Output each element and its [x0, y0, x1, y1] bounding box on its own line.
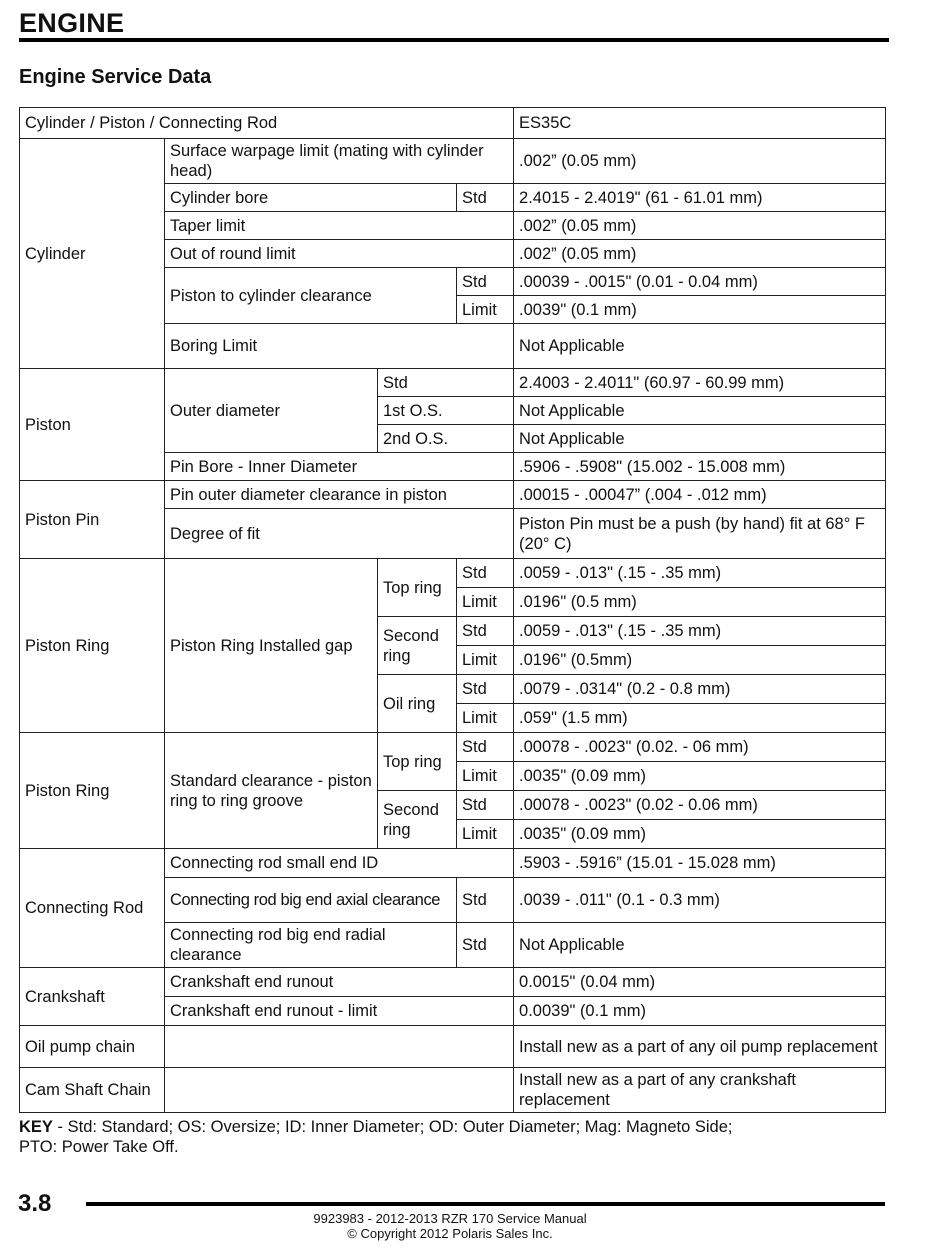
abbreviation-key — [19, 1117, 889, 1157]
spec-label: Cylinder bore — [165, 184, 457, 212]
table-row — [20, 139, 886, 184]
spec-qualifier: Std — [457, 268, 514, 296]
spec-value: 0.0015" (0.04 mm) — [514, 968, 886, 997]
spec-qualifier: Std — [457, 559, 514, 588]
empty-cell — [165, 1068, 514, 1113]
table-header-label: Cylinder / Piston / Connecting Rod — [20, 108, 514, 139]
spec-value: Install new as a part of any crankshaft replacement — [514, 1068, 886, 1113]
spec-value: .002” (0.05 mm) — [514, 212, 886, 240]
spec-qualifier: 2nd O.S. — [378, 425, 514, 453]
spec-value: .0035" (0.09 mm) — [514, 762, 886, 791]
ring-label: Top ring — [378, 559, 457, 617]
spec-value: .0196" (0.5 mm) — [514, 588, 886, 617]
table-row — [20, 559, 886, 588]
spec-value: .0079 - .0314" (0.2 - 0.8 mm) — [514, 675, 886, 704]
spec-value: Install new as a part of any oil pump replacement — [514, 1026, 886, 1068]
spec-label: Piston to cylinder clearance — [165, 268, 457, 324]
table-row — [20, 481, 886, 509]
spec-value: .5906 - .5908" (15.002 - 15.008 mm) — [514, 453, 886, 481]
spec-label: Outer diameter — [165, 369, 378, 453]
group-label-cam-shaft-chain: Cam Shaft Chain — [20, 1068, 165, 1113]
table-row — [20, 369, 886, 397]
spec-label: Crankshaft end runout — [165, 968, 514, 997]
section-divider — [19, 38, 889, 42]
spec-value: .00039 - .0015" (0.01 - 0.04 mm) — [514, 268, 886, 296]
manual-title: 9923983 - 2012-2013 RZR 170 Service Manual — [313, 1211, 587, 1226]
spec-value: Not Applicable — [514, 324, 886, 369]
spec-value: Not Applicable — [514, 425, 886, 453]
spec-qualifier: Std — [457, 675, 514, 704]
group-label-piston-ring: Piston Ring — [20, 733, 165, 849]
spec-value: .0039" (0.1 mm) — [514, 296, 886, 324]
spec-value: .00078 - .0023" (0.02 - 0.06 mm) — [514, 791, 886, 820]
engine-service-data-table — [19, 107, 886, 1113]
group-label-piston-pin: Piston Pin — [20, 481, 165, 559]
spec-value: .059" (1.5 mm) — [514, 704, 886, 733]
spec-label: Pin Bore - Inner Diameter — [165, 453, 514, 481]
spec-label: Connecting rod big end axial clearance — [165, 878, 457, 923]
spec-qualifier: Std — [457, 923, 514, 968]
spec-qualifier: Limit — [457, 588, 514, 617]
spec-value: .0035" (0.09 mm) — [514, 820, 886, 849]
ring-label: Second ring — [378, 791, 457, 849]
group-label-oil-pump-chain: Oil pump chain — [20, 1026, 165, 1068]
spec-value: Not Applicable — [514, 397, 886, 425]
spec-label: Out of round limit — [165, 240, 514, 268]
spec-value: 2.4003 - 2.4011" (60.97 - 60.99 mm) — [514, 369, 886, 397]
spec-value: .0059 - .013" (.15 - .35 mm) — [514, 617, 886, 646]
ring-label: Second ring — [378, 617, 457, 675]
page-title: Engine Service Data — [19, 66, 212, 88]
spec-label: Connecting rod small end ID — [165, 849, 514, 878]
spec-value: .002” (0.05 mm) — [514, 240, 886, 268]
spec-qualifier: Limit — [457, 820, 514, 849]
spec-value: .002” (0.05 mm) — [514, 139, 886, 184]
page-number: 3.8 — [18, 1190, 52, 1217]
spec-label: Connecting rod big end radial clearance — [165, 923, 457, 968]
key-label: KEY — [19, 1118, 53, 1136]
spec-qualifier: Std — [378, 369, 514, 397]
key-text-line2: PTO: Power Take Off. — [19, 1138, 179, 1156]
spec-qualifier: Std — [457, 791, 514, 820]
spec-qualifier: Limit — [457, 704, 514, 733]
group-label-crankshaft: Crankshaft — [20, 968, 165, 1026]
spec-value: .0059 - .013" (.15 - .35 mm) — [514, 559, 886, 588]
ring-label: Top ring — [378, 733, 457, 791]
table-row — [20, 849, 886, 878]
table-row — [20, 733, 886, 762]
spec-value: .0196" (0.5mm) — [514, 646, 886, 675]
table-header-row — [20, 108, 886, 139]
spec-qualifier: Limit — [457, 296, 514, 324]
footer — [250, 1211, 650, 1241]
spec-qualifier: Std — [457, 733, 514, 762]
spec-value: .5903 - .5916” (15.01 - 15.028 mm) — [514, 849, 886, 878]
key-text: - Std: Standard; OS: Oversize; ID: Inner Diameter; OD: Outer Diameter; Mag: Magneto Side; — [52, 1118, 733, 1136]
spec-qualifier: 1st O.S. — [378, 397, 514, 425]
table-row — [20, 968, 886, 997]
ring-label: Oil ring — [378, 675, 457, 733]
empty-cell — [165, 1026, 514, 1068]
table-row — [20, 1068, 886, 1113]
spec-qualifier: Limit — [457, 646, 514, 675]
spec-qualifier: Std — [457, 878, 514, 923]
group-label-piston-ring: Piston Ring — [20, 559, 165, 733]
spec-label: Boring Limit — [165, 324, 514, 369]
spec-value: Not Applicable — [514, 923, 886, 968]
group-label-cylinder: Cylinder — [20, 139, 165, 369]
spec-value: .00078 - .0023" (0.02. - 06 mm) — [514, 733, 886, 762]
spec-value: Piston Pin must be a push (by hand) fit at 68° F (20° C) — [514, 509, 886, 559]
spec-label: Standard clearance - piston ring to ring groove — [165, 733, 378, 849]
spec-label: Pin outer diameter clearance in piston — [165, 481, 514, 509]
group-label-connecting-rod: Connecting Rod — [20, 849, 165, 968]
spec-value: .00015 - .00047” (.004 - .012 mm) — [514, 481, 886, 509]
spec-label: Taper limit — [165, 212, 514, 240]
footer-divider — [86, 1202, 885, 1206]
spec-qualifier: Std — [457, 617, 514, 646]
spec-value: .0039 - .011" (0.1 - 0.3 mm) — [514, 878, 886, 923]
spec-label: Piston Ring Installed gap — [165, 559, 378, 733]
spec-label: Surface warpage limit (mating with cylinder head) — [165, 139, 514, 184]
copyright: © Copyright 2012 Polaris Sales Inc. — [347, 1226, 553, 1241]
spec-qualifier: Std — [457, 184, 514, 212]
spec-value: 2.4015 - 2.4019" (61 - 61.01 mm) — [514, 184, 886, 212]
group-label-piston: Piston — [20, 369, 165, 481]
section-title: ENGINE — [19, 8, 125, 38]
spec-label: Crankshaft end runout - limit — [165, 997, 514, 1026]
spec-value: 0.0039" (0.1 mm) — [514, 997, 886, 1026]
spec-label: Degree of fit — [165, 509, 514, 559]
spec-qualifier: Limit — [457, 762, 514, 791]
table-row — [20, 1026, 886, 1068]
table-header-model: ES35C — [514, 108, 886, 139]
